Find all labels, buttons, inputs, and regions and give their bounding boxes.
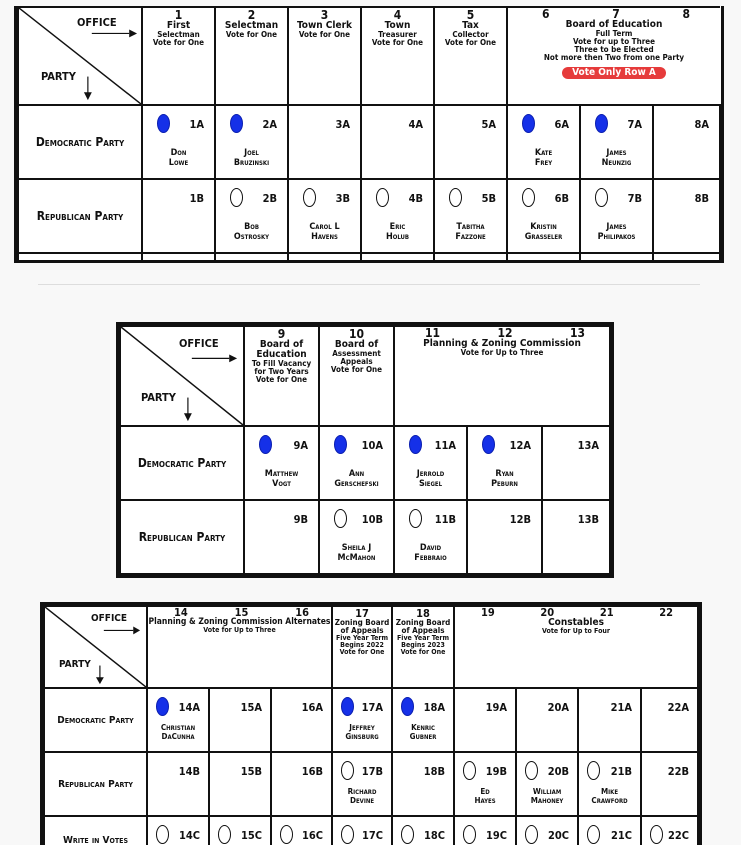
candidate-cell-20a <box>516 688 578 752</box>
candidate-cell-6b <box>507 179 580 253</box>
office-header-5: 5 Tax Collector Vote for One <box>434 7 507 105</box>
candidate-name: Ann Gerschefski <box>334 469 379 490</box>
candidate-cell-8a <box>653 105 720 179</box>
candidate-cell-11b <box>394 500 467 574</box>
ballot-section-2 <box>116 322 614 578</box>
candidate-name: Joel Bruzinski <box>233 148 270 169</box>
candidate-cell-16a <box>271 688 332 752</box>
candidate-cell-12b <box>467 500 542 574</box>
position-code: 10B <box>361 513 383 526</box>
office-party-corner-2 <box>120 326 244 426</box>
candidate-cell-21c <box>578 816 641 845</box>
position-code: 17B <box>361 765 384 778</box>
position-code: 8A <box>694 118 709 131</box>
candidate-name: James Neunzig <box>601 148 632 169</box>
position-code: 2A <box>262 118 277 131</box>
vote-bubble-2b[interactable] <box>230 188 243 207</box>
candidate-name: Jeffrey Ginsburg <box>345 723 379 742</box>
vote-bubble-17c[interactable] <box>341 825 354 844</box>
candidate-cell-16c <box>271 816 332 845</box>
vote-bubble-21b[interactable] <box>587 761 600 780</box>
candidate-cell-17b <box>332 752 392 816</box>
party-democratic-3: Democratic Party <box>44 688 147 752</box>
position-code: 15B <box>240 765 262 778</box>
candidate-cell-7a <box>580 105 653 179</box>
vote-bubble-15c[interactable] <box>218 825 231 844</box>
vote-bubble-7b[interactable] <box>595 188 608 207</box>
vote-bubble-20b[interactable] <box>525 761 538 780</box>
vote-bubble-11b[interactable] <box>409 509 422 528</box>
office-header-4: 4 Town Treasurer Vote for One <box>361 7 434 105</box>
candidate-cell-14a <box>147 688 209 752</box>
position-code: 20C <box>547 829 570 842</box>
position-code: 15A <box>240 701 262 714</box>
candidate-cell-5a <box>434 105 507 179</box>
candidate-cell-3b <box>288 179 361 253</box>
office-label: OFFICE <box>77 16 117 29</box>
position-code: 10A <box>361 439 383 452</box>
candidate-name: Don Lowe <box>168 148 189 169</box>
party-democratic-2: Democratic Party <box>120 426 244 500</box>
candidate-cell-11a <box>394 426 467 500</box>
party-write-in: Write in Votes <box>44 816 147 845</box>
candidate-name: William Mahoney <box>530 787 564 806</box>
position-code: 21C <box>610 829 633 842</box>
position-code: 15C <box>240 829 262 842</box>
vote-bubble-1a[interactable] <box>157 114 170 133</box>
candidate-cell-18b <box>392 752 454 816</box>
vote-bubble-6b[interactable] <box>522 188 535 207</box>
vote-bubble-11a[interactable] <box>409 435 422 454</box>
vote-bubble-16c[interactable] <box>280 825 293 844</box>
position-code: 19B <box>485 765 508 778</box>
vote-bubble-12a[interactable] <box>482 435 495 454</box>
candidate-cell-18c <box>392 816 454 845</box>
position-code: 13B <box>577 513 599 526</box>
position-code: 22C <box>667 829 689 842</box>
position-code: 5B <box>481 192 496 205</box>
candidate-name: Kenric Gubner <box>409 723 437 742</box>
office-header-10: 10 Board of Assessment Appeals Vote for One <box>319 326 394 426</box>
position-code: 13A <box>577 439 599 452</box>
party-republican-3: Republican Party <box>44 752 147 816</box>
candidate-cell-19b <box>454 752 516 816</box>
office-label-2: OFFICE <box>179 337 219 350</box>
position-code: 12B <box>509 513 531 526</box>
candidate-cell-10b <box>319 500 394 574</box>
candidate-cell-20b <box>516 752 578 816</box>
position-code: 5A <box>481 118 496 131</box>
vote-bubble-6a[interactable] <box>522 114 535 133</box>
position-code: 9A <box>293 439 308 452</box>
candidate-cell-19c <box>454 816 516 845</box>
position-code: 1B <box>189 192 204 205</box>
candidate-cell-1a <box>142 105 215 179</box>
position-code: 16B <box>301 765 324 778</box>
position-code: 6A <box>554 118 569 131</box>
candidate-cell-16b <box>271 752 332 816</box>
vote-bubble-21c[interactable] <box>587 825 600 844</box>
candidate-name: David Febbraio <box>414 543 447 564</box>
party-label-3: PARTY <box>59 659 91 670</box>
office-party-corner-3 <box>44 606 147 688</box>
position-code: 14A <box>178 701 200 714</box>
position-code: 21B <box>610 765 633 778</box>
candidate-cell-2a <box>215 105 288 179</box>
position-code: 3B <box>335 192 350 205</box>
candidate-cell-21a <box>578 688 641 752</box>
ballot-table-3 <box>43 605 699 845</box>
party-democratic: Democratic Party <box>18 105 142 179</box>
party-label: PARTY <box>41 70 76 83</box>
vote-bubble-9a[interactable] <box>259 435 272 454</box>
position-code: 7B <box>627 192 642 205</box>
ballot-table-1 <box>17 6 721 263</box>
candidate-name: Richard Devine <box>347 787 377 806</box>
candidate-cell-8b <box>653 179 720 253</box>
position-code: 4A <box>408 118 423 131</box>
vote-bubble-17a[interactable] <box>341 697 354 716</box>
ballot-table-2 <box>119 325 611 578</box>
candidate-cell-2b <box>215 179 288 253</box>
office-header-3: 3 Town Clerk Vote for One <box>288 7 361 105</box>
position-code: 14C <box>178 829 200 842</box>
candidate-cell-15a <box>209 688 271 752</box>
candidate-cell-9b <box>244 500 319 574</box>
candidate-name: Kristin Grasseler <box>524 222 563 243</box>
position-code: 3A <box>335 118 350 131</box>
candidate-name: Ed Hayes <box>474 787 496 806</box>
planning-zoning-header: 11 12 13 Planning & Zoning Commission Vote for Up to Three <box>394 326 610 426</box>
candidate-cell-17a <box>332 688 392 752</box>
candidate-name: Sheila J McMahon <box>337 543 376 564</box>
candidate-name: Mike Crawford <box>591 787 628 806</box>
candidate-name: Bob Ostrosky <box>233 222 270 243</box>
office-header-9: 9 Board of Education To Fill Vacancy for Two Years Vote for One <box>244 326 319 426</box>
position-code: 17C <box>361 829 384 842</box>
ballot-section-3 <box>40 602 702 845</box>
candidate-cell-13a <box>542 426 610 500</box>
vote-bubble-22c[interactable] <box>650 825 663 844</box>
position-code: 9B <box>293 513 308 526</box>
position-code: 8B <box>694 192 709 205</box>
vote-bubble-14c[interactable] <box>156 825 169 844</box>
candidate-cell-3a <box>288 105 361 179</box>
position-code: 6B <box>554 192 569 205</box>
position-code: 4B <box>408 192 423 205</box>
candidate-name: Ryan Peburn <box>491 469 518 490</box>
position-code: 11B <box>434 513 456 526</box>
office-party-corner <box>18 7 142 105</box>
position-code: 14B <box>178 765 200 778</box>
office-header-2: 2 Selectman Vote for One <box>215 7 288 105</box>
candidate-cell-22b <box>641 752 698 816</box>
candidate-name: Eric Holub <box>385 222 410 243</box>
position-code: 18C <box>423 829 446 842</box>
candidate-name: Jerrold Siegel <box>416 469 445 490</box>
candidate-name: James Philipakos <box>597 222 636 243</box>
position-code: 19C <box>485 829 508 842</box>
candidate-name: Kate Frey <box>534 148 553 169</box>
vote-bubble-3b[interactable] <box>303 188 316 207</box>
position-code: 16C <box>301 829 324 842</box>
position-code: 12A <box>509 439 531 452</box>
position-code: 7A <box>627 118 642 131</box>
candidate-name: Tabitha Fazzone <box>455 222 486 243</box>
candidate-cell-9a <box>244 426 319 500</box>
party-republican-2: Republican Party <box>120 500 244 574</box>
vote-bubble-10b[interactable] <box>334 509 347 528</box>
candidate-cell-4a <box>361 105 434 179</box>
candidate-cell-7b <box>580 179 653 253</box>
constables-header: 19 20 21 22 Constables Vote for Up to Four <box>454 606 698 688</box>
vote-bubble-17b[interactable] <box>341 761 354 780</box>
vote-bubble-18c[interactable] <box>401 825 414 844</box>
position-code: 2B <box>262 192 277 205</box>
position-code: 19A <box>485 701 508 714</box>
position-code: 21A <box>610 701 633 714</box>
office-header-18: 18 Zoning Board of Appeals Five Year Term Begins 2023 Vote for One <box>392 606 454 688</box>
candidate-cell-6a <box>507 105 580 179</box>
vote-bubble-7a[interactable] <box>595 114 608 133</box>
candidate-cell-15b <box>209 752 271 816</box>
candidate-cell-10a <box>319 426 394 500</box>
vote-bubble-19c[interactable] <box>463 825 476 844</box>
candidate-cell-20c <box>516 816 578 845</box>
vote-bubble-20c[interactable] <box>525 825 538 844</box>
candidate-cell-18a <box>392 688 454 752</box>
vote-bubble-10a[interactable] <box>334 435 347 454</box>
position-code: 1A <box>189 118 204 131</box>
vote-only-row-a-note: Vote Only Row A <box>562 67 666 79</box>
position-code: 16A <box>301 701 324 714</box>
candidate-cell-12a <box>467 426 542 500</box>
party-republican: Republican Party <box>18 179 142 253</box>
position-code: 20B <box>547 765 570 778</box>
vote-bubble-19b[interactable] <box>463 761 476 780</box>
candidate-cell-13b <box>542 500 610 574</box>
ballot-section-1 <box>14 6 724 263</box>
candidate-cell-14c <box>147 816 209 845</box>
candidate-cell-22a <box>641 688 698 752</box>
vote-bubble-5b[interactable] <box>449 188 462 207</box>
candidate-cell-1b <box>142 179 215 253</box>
vote-bubble-4b[interactable] <box>376 188 389 207</box>
vote-bubble-2a[interactable] <box>230 114 243 133</box>
candidate-name: Christian DaCunha <box>160 723 196 742</box>
candidate-cell-21b <box>578 752 641 816</box>
page-separator <box>38 284 700 285</box>
candidate-cell-17c <box>332 816 392 845</box>
candidate-cell-5b <box>434 179 507 253</box>
office-header-17: 17 Zoning Board of Appeals Five Year Term Begins 2022 Vote for One <box>332 606 392 688</box>
vote-bubble-18a[interactable] <box>401 697 414 716</box>
position-code: 18B <box>423 765 446 778</box>
party-label-2: PARTY <box>141 391 176 404</box>
position-code: 20A <box>547 701 570 714</box>
candidate-name: Matthew Vogt <box>264 469 299 490</box>
board-of-education-header: 6 7 8 Board of Education Full Term Vote for up to Three Three to be Elected Not more then Two from one Party Vote Only Row A <box>507 7 720 105</box>
position-code: 17A <box>361 701 384 714</box>
position-code: 18A <box>423 701 446 714</box>
position-code: 22A <box>667 701 689 714</box>
pz-alternates-header: 14 15 16 Planning & Zoning Commission Alternates Vote for Up to Three <box>147 606 332 688</box>
candidate-cell-22c <box>641 816 698 845</box>
candidate-cell-14b <box>147 752 209 816</box>
office-header-1: 1 First Selectman Vote for One <box>142 7 215 105</box>
candidate-cell-4b <box>361 179 434 253</box>
candidate-cell-15c <box>209 816 271 845</box>
candidate-name: Carol L Havens <box>309 222 340 243</box>
position-code: 11A <box>434 439 456 452</box>
candidate-cell-19a <box>454 688 516 752</box>
vote-bubble-14a[interactable] <box>156 697 169 716</box>
office-label-3: OFFICE <box>91 613 128 624</box>
position-code: 22B <box>667 765 689 778</box>
